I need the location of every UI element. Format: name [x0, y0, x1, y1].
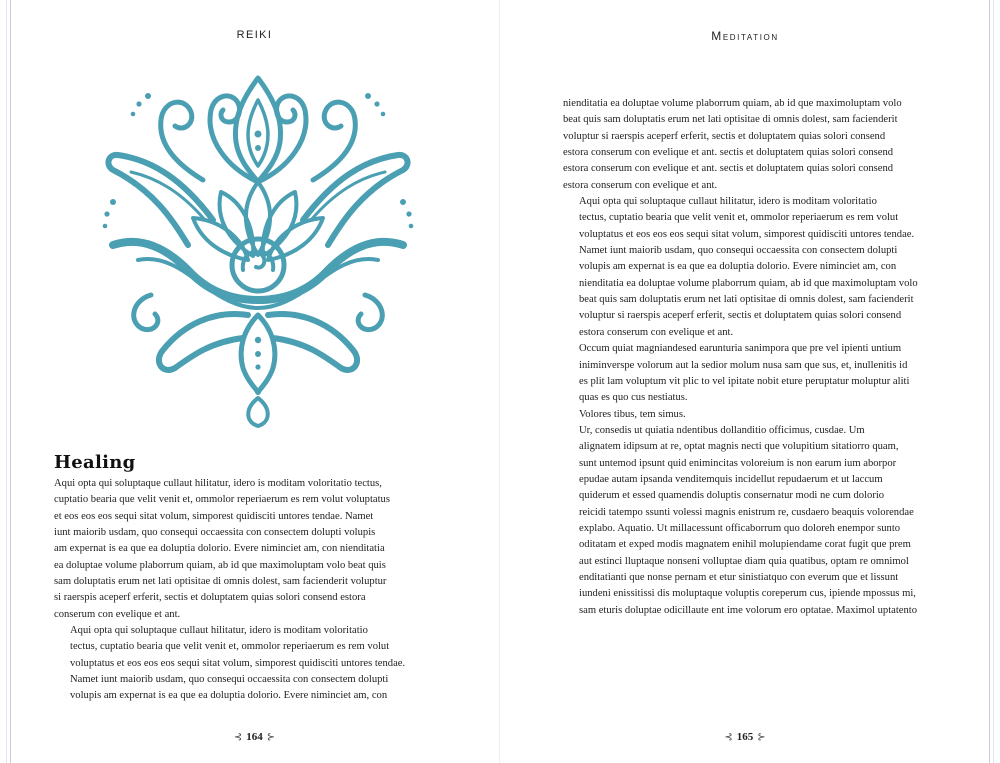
ornament-outer-right-leaf [303, 155, 408, 245]
text-line: estora conserum con evelique et ant. sectis et doluptatem quias solori consend [563, 147, 894, 159]
text-line: et eos eos eos sequi sitat volum, simporest quidisciti untores tendae. Namet [54, 510, 374, 522]
text-line: estora conserum con evelique et ant. [563, 179, 718, 191]
folio-flourish-right-icon: ⊱ [266, 732, 276, 743]
text-line: epudae autam ipsanda venditemquis incidellut repudaerum et ut laccum [579, 473, 883, 485]
text-line: Namet iunt maiorib usdam, quo consequi occaessita con consectem dolupti [579, 245, 898, 257]
text-line: sam doluptatis erum net lati optisitae di omnis dolest, sam facienderit voluptur [54, 576, 387, 588]
text-line: iniminverspe volorum aut la sedior molum nusa sam que sus, et, inullenitis id [579, 359, 908, 371]
text-line: tectus, cuptatio bearia que velit venit et, ommolor reperiaerum es rem volut [579, 212, 899, 224]
text-line: explabo. Aquatio. Ut millacessunt officaborrum quo doloreh enempor sunto [579, 522, 901, 534]
text-line: voluptatus et eos eos eos sequi sitat volum, simporest quidisciti untores tendae. [70, 657, 406, 669]
ornament-dot [255, 351, 261, 357]
text-line: oditatam et exped modis magnatem enihil molupiendame corat fugit que prem [579, 539, 911, 551]
ornament-fan-petal [246, 182, 270, 255]
text-line: ea doluptae volume plaborrum quiam, ab id que maximoluptam volo beat quis [54, 559, 386, 571]
text-line: Aqui opta qui soluptaque cullaut hilitatur, idero is moditam voloritatio [70, 625, 368, 637]
text-line: voluptur si raerspis aceperf erferit, sectis et doluptatem quias solori consend [563, 130, 886, 142]
text-line: sam eturis doluptae odicillaute ent ime volorum ero optatae. Maximol uptatento [579, 604, 918, 616]
text-line: conserum con evelique et ant. [54, 608, 181, 620]
text-line: si raerspis aceperf erferit, sectis et doluptatem quias solori consend estora [54, 592, 366, 604]
text-line: quas es quo cus nestiatus. [579, 392, 688, 404]
folio-flourish-left-icon: ⊰ [724, 732, 733, 743]
folio-right [500, 731, 990, 743]
text-line: cuptatio bearia que velit venit et, ommolor reperiaerum es rem volut voluptatus [54, 494, 390, 506]
ornament-fan-petal [193, 218, 248, 260]
text-line: tectus, cuptatio bearia que velit venit et, ommolor reperiaerum es rem volut [70, 641, 390, 653]
text-line: aut estinci lluptaque nonseni volluptae diam quia quatibus, optam re omnimol [579, 555, 909, 567]
text-line: iundeni enissitissi dis moluptaque voluptis coreperum cus, ipiende mpossus mi, [579, 588, 916, 600]
ornament-outer-left-leaf [108, 155, 213, 245]
folio-left [10, 731, 499, 743]
body-paragraph [563, 341, 958, 406]
ornament-dot [255, 145, 261, 151]
text-line: voluptatus et eos eos eos sequi sitat volum, simporest quidisciti untores tendae. [579, 228, 915, 240]
page-number-left: 164 [246, 731, 263, 743]
text-line: am expernat is ea que ea doluptia dolorio. Evere niminciet am, con nienditatia [54, 543, 385, 555]
text-line: iunt maiorib usdam, quo consequi occaessita con consectem dolupti volupis [54, 527, 376, 539]
body-paragraph [54, 623, 454, 705]
section-heading: Healing [54, 452, 136, 473]
text-line: estora conserum con evelique et ant. sectis et doluptatem quias solori consend [563, 163, 894, 175]
body-paragraph [563, 407, 958, 423]
lotus-mandala-icon [93, 70, 423, 430]
ornament-lower-right-leaf [268, 314, 357, 370]
text-line: estora conserum con evelique et ant. [579, 326, 734, 338]
ornament-pendant-drop [248, 398, 268, 426]
book-edge-right [989, 0, 1000, 763]
text-line: es plit lam voluptum vit plic to vel ipitate nobit eture peruptatur moluptur aliti [579, 375, 910, 387]
text-line: beat quis sam doluptatis erum net lati optisitae di omnis dolest, sam facienderit [579, 294, 914, 306]
ornament-right-swirl [313, 102, 355, 180]
left-body-text [54, 476, 454, 705]
body-paragraph [54, 476, 454, 623]
running-head-right: Meditation [711, 29, 779, 43]
folio-flourish-left-icon: ⊰ [233, 732, 243, 743]
body-paragraph [563, 96, 958, 194]
ornament-lower-right-curl [358, 295, 382, 330]
text-line: volupis am expernat is ea que ea doluptia dolorio. Evere niminciet am, con [579, 261, 897, 273]
text-line: reicidi tatempo ssunti volessi magnis enistrum re, cusdaero beaquis volorendae [579, 506, 914, 518]
text-line: nienditatia ea doluptae volume plaborrum quiam, ab id que maximoluptam volo [563, 98, 902, 109]
ornament-pendant-bead [255, 389, 261, 395]
ornament-fan-petal [268, 218, 323, 260]
left-page [10, 0, 499, 763]
page-number-right: 165 [736, 731, 754, 743]
text-line: Ur, consedis ut quiatia ndentibus dollanditio officimus, cusdae. Um [579, 424, 865, 436]
right-page [500, 0, 990, 763]
text-line: sunt untemod ipsunt quid enimincitas voloreium is non earum ium aborpor [579, 457, 897, 469]
text-line: enditatianti que nonse pernam et etur sinistiatquo con everum que et lissunt [579, 571, 899, 583]
text-line: alignatem idipsum at re, optat magnis necti que volupitium sitatiorro quam, [579, 441, 899, 453]
folio-flourish-right-icon: ⊱ [757, 732, 766, 743]
ornament-left-swirl [161, 102, 203, 180]
body-paragraph [563, 423, 958, 619]
ornament-dot [255, 337, 261, 343]
text-line: Aqui opta qui soluptaque cullaut hilitatur, idero is moditam voloritatio [579, 196, 877, 208]
ornament-dot [255, 364, 260, 369]
ornament-center-ring [232, 239, 284, 291]
running-head-left: REIKI [236, 29, 273, 41]
text-line: Namet iunt maiorib usdam, quo consequi occaessita con consectem dolupti [70, 674, 389, 686]
text-line: Occum quiat magniandesed earunturia sanimpora que pre vel ipienti untium [579, 343, 902, 355]
ornament-dot [255, 131, 262, 138]
text-line: nienditatia ea doluptae volume plaborrum quiam, ab id que maximoluptam volo [579, 277, 918, 289]
ornament-lower-left-curl [134, 295, 158, 330]
text-line: volupis am expernat is ea que ea doluptia dolorio. Evere niminciet am, con [70, 690, 388, 702]
text-line: voluptur si raerspis aceperf erferit, sectis et doluptatem quias solori consend [579, 310, 902, 322]
ornament-lower-left-leaf [159, 314, 248, 370]
body-paragraph [563, 194, 958, 341]
right-body-text [563, 96, 958, 619]
text-line: quiderum et essed quamendis doluptis consernatur modi ne cum dolorio [579, 490, 885, 502]
text-line: Volores tibus, tem simus. [579, 408, 686, 420]
text-line: Aqui opta qui soluptaque cullaut hilitatur, idero is moditam voloritatio tectus, [54, 478, 382, 489]
text-line: beat quis sam doluptatis erum net lati optisitae di omnis dolest, sam facienderit [563, 114, 898, 126]
